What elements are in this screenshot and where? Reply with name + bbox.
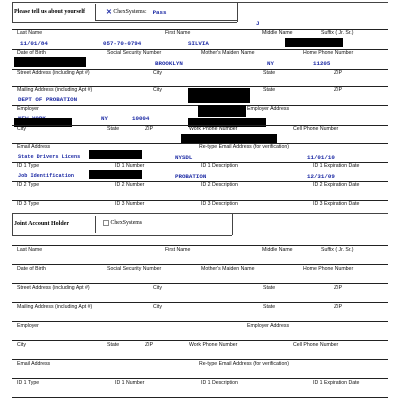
state-label: State [263, 70, 276, 76]
mailing-city-label: City [153, 87, 162, 93]
joint-id1-type-label: ID 1 Type [17, 380, 40, 386]
rule [12, 378, 388, 379]
joint-mailing-state-label: State [263, 304, 276, 310]
redaction [89, 150, 142, 159]
joint-cell-phone-label: Cell Phone Number [293, 342, 339, 348]
joint-id1-description-label: ID 1 Description [201, 380, 238, 386]
middle-name-value[interactable]: J [256, 20, 260, 27]
joint-maiden-label: Mother's Maiden Name [201, 266, 255, 272]
id2-description-label: ID 2 Description [201, 182, 238, 188]
id2-description-value[interactable]: PROBATION [175, 173, 207, 180]
id2-type-label: ID 2 Type [17, 182, 40, 188]
joint-id1-expiration-label: ID 1 Expiration Date [313, 380, 360, 386]
id2-expiration-value[interactable]: 12/31/09 [307, 173, 335, 180]
joint-frame-divider [232, 213, 233, 235]
joint-section-title: Joint Account Holder [14, 221, 69, 227]
joint-first-name-label: First Name [165, 247, 191, 253]
state-value[interactable]: NY [267, 60, 274, 67]
id1-expiration-value[interactable]: 11/01/10 [307, 154, 335, 161]
employer-state-label: State [107, 126, 120, 132]
rule [12, 283, 388, 284]
employer-city-label: City [17, 126, 26, 132]
checkbox-icon [103, 220, 109, 226]
chexsystems-result: Pass [152, 8, 167, 16]
middle-name-label: Middle Name [262, 30, 293, 36]
joint-home-phone-label: Home Phone Number [303, 266, 354, 272]
rule [12, 302, 388, 303]
joint-state-label: State [263, 285, 276, 291]
section-frame-bottom [12, 22, 237, 23]
id1-expiration-label: ID 1 Expiration Date [313, 163, 360, 169]
chex-frame-bottom [95, 20, 237, 21]
joint-chex-frame-left [95, 216, 96, 233]
rule [12, 245, 388, 246]
joint-email-label: Email Address [17, 361, 51, 367]
joint-zip2-label: ZIP [145, 342, 154, 348]
employer-address-label: Employer Address [247, 106, 290, 112]
joint-chexsystems-label: ChexSystems [110, 220, 143, 226]
joint-mailing-label: Mailing Address (including Apt #) [17, 304, 93, 310]
redaction [181, 134, 277, 143]
home-phone-label: Home Phone Number [303, 50, 354, 56]
joint-state2-label: State [107, 342, 120, 348]
id3-description-label: ID 3 Description [201, 201, 238, 207]
cell-phone-label: Cell Phone Number [293, 126, 339, 132]
rule [12, 397, 388, 398]
rule [12, 359, 388, 360]
zip-value[interactable]: 11205 [313, 60, 331, 67]
employer-state-value[interactable]: NY [101, 115, 108, 122]
primary-section-title: Please tell us about yourself [14, 9, 85, 15]
id1-description-value[interactable]: NYSDL [175, 154, 193, 161]
id1-description-label: ID 1 Description [201, 163, 238, 169]
joint-frame-bottom [12, 235, 232, 236]
id3-number-label: ID 3 Number [115, 201, 145, 207]
redaction [285, 38, 343, 47]
first-name-value[interactable]: SILVIA [188, 40, 209, 47]
employer-zip-label: ZIP [145, 126, 154, 132]
id1-type-value[interactable]: State Drivers Licens [18, 154, 81, 160]
joint-work-phone-label: Work Phone Number [189, 342, 238, 348]
dob-value[interactable]: 11/01/84 [20, 40, 48, 47]
rule [12, 340, 388, 341]
id3-expiration-label: ID 3 Expiration Date [313, 201, 360, 207]
email-label: Email Address [17, 144, 51, 150]
redaction [198, 105, 246, 117]
joint-chexsystems-checkbox[interactable] [103, 220, 142, 226]
check-x-icon: ✕ [106, 9, 112, 16]
mailing-state-label: State [263, 87, 276, 93]
id2-expiration-label: ID 2 Expiration Date [313, 182, 360, 188]
redaction [89, 170, 142, 179]
joint-city2-label: City [17, 342, 26, 348]
rule [12, 321, 388, 322]
last-name-label: Last Name [17, 30, 43, 36]
id3-type-label: ID 3 Type [17, 201, 40, 207]
rule [12, 264, 388, 265]
id2-number-label: ID 2 Number [115, 182, 145, 188]
employer-label: Employer [17, 106, 39, 112]
joint-city-label: City [153, 285, 162, 291]
joint-employer-address-label: Employer Address [247, 323, 290, 329]
joint-mailing-city-label: City [153, 304, 162, 310]
chex-frame-left [95, 4, 96, 20]
section-frame-left [12, 2, 13, 22]
city-label: City [153, 70, 162, 76]
joint-last-name-label: Last Name [17, 247, 43, 253]
joint-employer-label: Employer [17, 323, 39, 329]
joint-street-label: Street Address (including Apt #) [17, 285, 90, 291]
joint-id1-number-label: ID 1 Number [115, 380, 145, 386]
first-name-label: First Name [165, 30, 191, 36]
zip-label: ZIP [334, 70, 343, 76]
city-value[interactable]: BROOKLYN [155, 60, 183, 67]
id2-type-value[interactable]: Job Identification [18, 173, 75, 179]
joint-suffix-label: Suffix ( Jr. Sr.) [321, 247, 354, 253]
ssn-label: Social Security Number [107, 50, 162, 56]
employer-value[interactable]: DEPT OF PROBATION [18, 96, 78, 103]
redaction [188, 88, 250, 103]
suffix-label: Suffix ( Jr. Sr.) [321, 30, 354, 36]
joint-mailing-zip-label: ZIP [334, 304, 343, 310]
employer-zip-value[interactable]: 10004 [132, 115, 150, 122]
work-phone-label: Work Phone Number [189, 126, 238, 132]
mailing-label: Mailing Address (including Apt #) [17, 87, 93, 93]
email-verify-label: Re-type Email Address (for verification) [199, 144, 289, 150]
chexsystems-label: ChexSystems: [113, 9, 147, 15]
joint-zip-label: ZIP [334, 285, 343, 291]
dob-label: Date of Birth [17, 50, 46, 56]
id1-number-label: ID 1 Number [115, 163, 145, 169]
joint-dob-label: Date of Birth [17, 266, 46, 272]
joint-ssn-label: Social Security Number [107, 266, 162, 272]
joint-frame-top [12, 213, 388, 214]
street-label: Street Address (including Apt #) [17, 70, 90, 76]
joint-frame-left [12, 213, 13, 235]
maiden-name-label: Mother's Maiden Name [201, 50, 255, 56]
id1-type-label: ID 1 Type [17, 163, 40, 169]
joint-middle-name-label: Middle Name [262, 247, 293, 253]
chexsystems-checkbox[interactable] [106, 8, 166, 16]
section-frame-divider [237, 2, 238, 22]
ssn-value[interactable]: 057-70-0794 [103, 40, 142, 47]
section-frame-top [12, 2, 388, 3]
joint-email-verify-label: Re-type Email Address (for verification) [199, 361, 289, 367]
redaction [14, 57, 86, 67]
mailing-zip-label: ZIP [334, 87, 343, 93]
